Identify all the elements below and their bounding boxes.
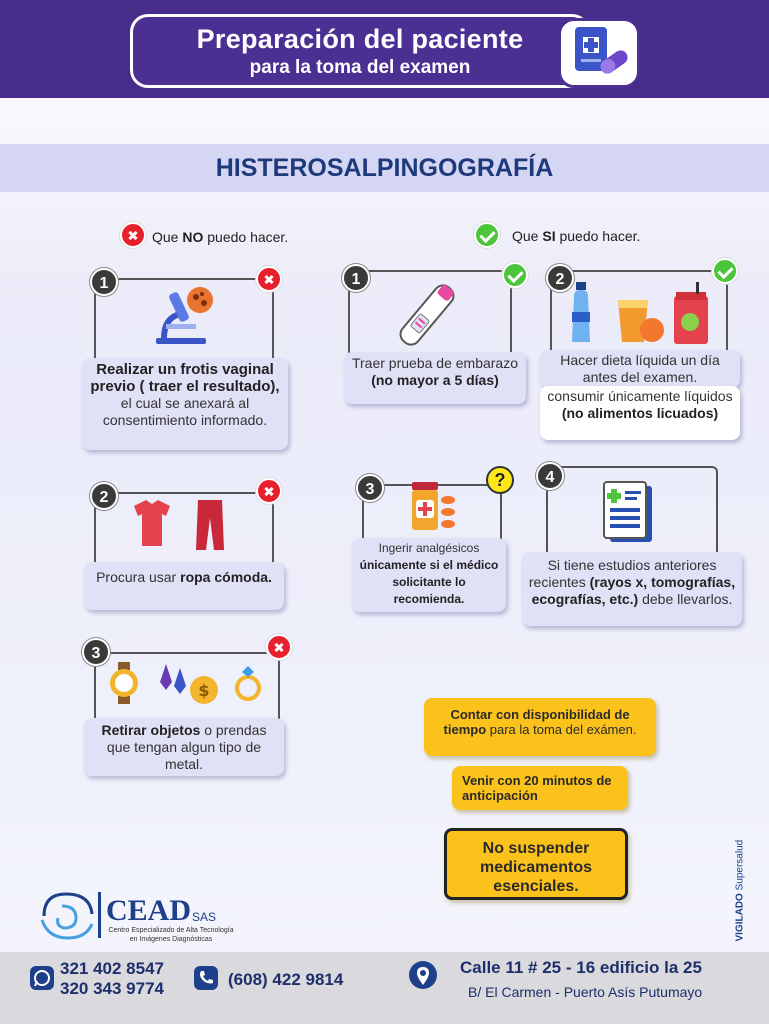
no-column-header: Que NO puedo hacer. bbox=[152, 229, 289, 245]
header-title-box bbox=[130, 14, 590, 88]
address-line-1: Calle 11 # 25 - 16 edificio la 25 bbox=[460, 958, 702, 977]
brand-divider bbox=[98, 892, 101, 938]
yes-item-2-card-bottom: consumir únicamente líquidos (no alimentos licuados) bbox=[540, 386, 740, 440]
mobile-phones[interactable]: 321 402 8547 320 343 9774 bbox=[60, 959, 164, 998]
no-item-1-card: Realizar un frotis vaginal previo ( traer el resultado), el cual se anexará al consentimiento informado. bbox=[82, 358, 288, 450]
yes-item-3-question-icon: ? bbox=[486, 466, 514, 494]
pregnancy-test-icon bbox=[392, 282, 462, 353]
jewelry-icon bbox=[108, 660, 268, 713]
header-subtitle: para la toma del examen bbox=[249, 57, 471, 78]
yes-item-3-number: 3 bbox=[356, 474, 384, 502]
no-item-2-number: 2 bbox=[90, 482, 118, 510]
yes-item-1-check-icon bbox=[502, 262, 528, 288]
brand-name: CEAD bbox=[106, 894, 192, 927]
location-pin-icon bbox=[408, 960, 438, 999]
microscope-icon bbox=[150, 284, 220, 351]
svg-text:$: $ bbox=[198, 681, 210, 700]
yes-item-3-card: Ingerir analgésicos únicamente si el médico solicitante lo recomienda. bbox=[352, 538, 506, 612]
vigilado-supersalud-mark: VIGILADO Supersalud bbox=[734, 839, 746, 942]
no-cross-icon bbox=[120, 222, 146, 248]
cead-logo-icon bbox=[36, 890, 98, 947]
medical-report-icon bbox=[600, 480, 656, 549]
yes-item-4-number: 4 bbox=[536, 462, 564, 490]
header-title: Preparación del paciente bbox=[196, 24, 524, 54]
yes-item-2-number: 2 bbox=[546, 264, 574, 292]
no-item-1-cross-icon bbox=[256, 266, 282, 292]
address-line-2: B/ El Carmen - Puerto Asís Putumayo bbox=[468, 984, 703, 1000]
phone-icon bbox=[194, 966, 218, 990]
yes-check-icon bbox=[474, 222, 500, 248]
clothes-icon bbox=[130, 498, 240, 559]
medical-prescription-icon bbox=[558, 18, 640, 88]
note-availability: Contar con disponibilidad de tiempo para la toma del exámen. bbox=[424, 698, 656, 756]
no-item-1-number: 1 bbox=[90, 268, 118, 296]
no-item-3-cross-icon bbox=[266, 634, 292, 660]
note-arrival-time: Venir con 20 minutos de anticipación bbox=[452, 766, 628, 810]
yes-item-4-card: Si tiene estudios anteriores recientes (rayos x, tomografías, ecografías, etc.) debe llevarlos. bbox=[522, 552, 742, 626]
yes-column-header: Que SI puedo hacer. bbox=[512, 228, 641, 244]
yes-item-1-card: Traer prueba de embarazo (no mayor a 5 días) bbox=[344, 352, 526, 404]
analgesic-pills-icon bbox=[408, 480, 458, 537]
whatsapp-icon bbox=[30, 966, 54, 990]
yes-item-2-card-top: Hacer dieta líquida un día antes del examen. bbox=[540, 350, 740, 388]
no-item-2-cross-icon bbox=[256, 478, 282, 504]
no-item-3-card: Retirar objetos o prendas que tengan algun tipo de metal. bbox=[84, 718, 284, 776]
liquids-icon bbox=[566, 282, 720, 351]
landline-phone[interactable]: (608) 422 9814 bbox=[228, 970, 344, 989]
exam-title: HISTEROSALPINGOGRAFÍA bbox=[215, 154, 554, 182]
note-medications: No suspender medicamentos esenciales. bbox=[444, 828, 628, 900]
yes-item-1-number: 1 bbox=[342, 264, 370, 292]
yes-item-2-check-icon bbox=[712, 258, 738, 284]
no-item-2-card: Procura usar ropa cómoda. bbox=[84, 562, 284, 610]
brand-tagline: Centro Especializado de Alta Tecnología en Imágenes Diagnósticas bbox=[108, 927, 234, 943]
no-item-3-number: 3 bbox=[82, 638, 110, 666]
brand-suffix: SAS bbox=[192, 910, 217, 924]
exam-title-band bbox=[0, 144, 769, 192]
